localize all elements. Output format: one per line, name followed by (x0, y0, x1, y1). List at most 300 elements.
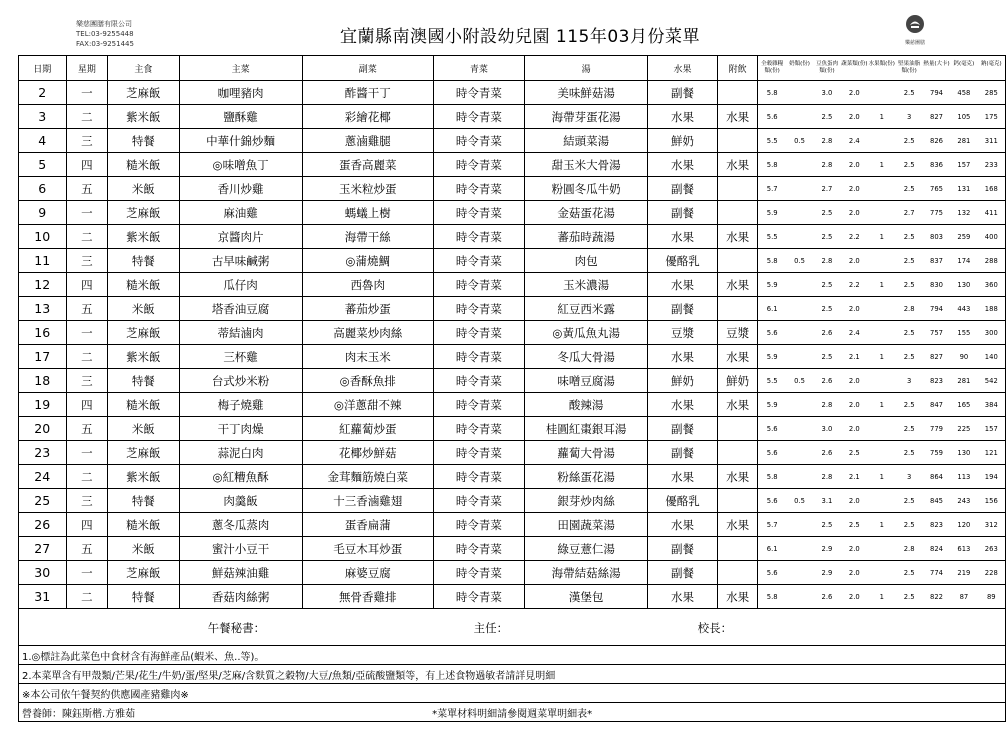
nutrition-value: 3 (906, 472, 912, 481)
cell-nutrition (758, 297, 1006, 321)
nutrition-value: 0.5 (794, 256, 805, 265)
nutrition-value: 5.6 (766, 568, 778, 577)
cell-fruit: 水果 (648, 273, 717, 297)
nutrition-value: 759 (930, 448, 943, 457)
cell-extra (717, 129, 758, 153)
nutrition-value: 1 (879, 352, 884, 361)
nutrition-value (868, 425, 895, 433)
cell-soup: 金菇蛋花湯 (525, 201, 648, 225)
nutrition-value: 2.7 (821, 184, 833, 193)
cell-staple: 芝麻飯 (108, 201, 179, 225)
company-logo (902, 14, 928, 50)
cell-main-dish: ◎紅糟魚酥 (179, 465, 302, 489)
cell-side-dish: ◎蒲燒鯛 (302, 249, 433, 273)
cell-date: 31 (19, 585, 67, 609)
nutrition-value: 3.1 (821, 496, 833, 505)
nutrition-value: 243 (957, 496, 971, 505)
cell-nutrition (758, 201, 1006, 225)
cell-side-dish: ◎洋蔥甜不辣 (302, 393, 433, 417)
nutrition-value: 130 (957, 448, 971, 457)
nutrition-value: 155 (957, 328, 971, 337)
cell-main-dish: 干丁肉燥 (179, 417, 302, 441)
cell-extra (717, 201, 758, 225)
cell-staple: 米飯 (108, 177, 179, 201)
cell-extra (717, 561, 758, 585)
cell-weekday: 一 (66, 561, 108, 585)
nutrition-value (868, 545, 895, 553)
cell-nutrition (758, 441, 1006, 465)
cell-nutrition (758, 489, 1006, 513)
nutrition-value: 2.0 (848, 496, 860, 505)
cell-main-dish: 肉羹飯 (179, 489, 302, 513)
nutrition-value: 281 (957, 136, 971, 145)
menu-row (19, 369, 1006, 393)
cell-extra (717, 441, 758, 465)
cell-side-dish: 紅蘿蔔炒蛋 (302, 417, 433, 441)
note-allergen: 2.本菜單含有甲殼類/芒果/花生/牛奶/蛋/堅果/芝麻/含麩質之穀物/大豆/魚類/亞硫酸鹽類等，有上述食物過敏者請詳見明細 (19, 665, 1006, 684)
cell-weekday: 三 (66, 369, 108, 393)
director-signature: 主任： (473, 621, 509, 635)
menu-row (19, 513, 1006, 537)
nutrition-value: 2.4 (848, 136, 860, 145)
cell-date: 9 (19, 201, 67, 225)
menu-row (19, 465, 1006, 489)
cell-vegetable: 時令青菜 (433, 105, 524, 129)
nutrition-value: 2.2 (848, 280, 860, 289)
cell-staple: 糙米飯 (108, 393, 179, 417)
nutrition-value (786, 113, 813, 121)
nutrition-value: 5.9 (766, 400, 778, 409)
nutrition-value: 188 (984, 304, 998, 313)
nutrition-value: 836 (930, 160, 943, 169)
cell-weekday: 三 (66, 489, 108, 513)
header-extra: 附飲 (717, 56, 758, 81)
menu-row (19, 561, 1006, 585)
cell-side-dish: 蛋香高麗菜 (302, 153, 433, 177)
cell-side-dish: 肉末玉米 (302, 345, 433, 369)
cell-staple: 芝麻飯 (108, 81, 179, 105)
cell-soup: 蕃茄時蔬湯 (525, 225, 648, 249)
cell-nutrition (758, 81, 1006, 105)
nutrition-value: 2.1 (848, 352, 860, 361)
nutrition-value: 2.8 (821, 400, 833, 409)
cell-extra (717, 417, 758, 441)
nutrition-value: 132 (957, 208, 971, 217)
cell-soup: 蘿蔔大骨湯 (525, 441, 648, 465)
cell-vegetable: 時令青菜 (433, 489, 524, 513)
cell-date: 13 (19, 297, 67, 321)
nutrition-header-row (758, 61, 1005, 75)
nutrition-value (786, 233, 813, 241)
nutrition-value: 2.5 (848, 520, 860, 529)
nutrition-value: 2.5 (903, 280, 915, 289)
nutrition-header-3: 蔬菜類(份) (841, 61, 868, 67)
nutrition-value: 2.8 (821, 160, 833, 169)
cell-staple: 紫米飯 (108, 345, 179, 369)
cell-fruit: 副餐 (648, 201, 717, 225)
nutrition-value: 5.8 (766, 592, 778, 601)
nutrition-value: 5.8 (766, 256, 778, 265)
cell-side-dish: 彩繪花椰 (302, 105, 433, 129)
nutrition-value: 0.5 (794, 136, 805, 145)
company-fax: FAX:03-9251445 (76, 40, 134, 48)
cell-fruit: 水果 (648, 513, 717, 537)
nutrition-value: 87 (959, 592, 969, 601)
nutrition-value: 2.8 (821, 256, 833, 265)
cell-soup: 海帶結菇絲湯 (525, 561, 648, 585)
nutrition-value: 140 (984, 352, 998, 361)
nutrition-value: 2.6 (821, 328, 833, 337)
nutrition-value: 2.5 (903, 592, 915, 601)
cell-soup: 田園蔬菜湯 (525, 513, 648, 537)
cell-date: 16 (19, 321, 67, 345)
cell-date: 3 (19, 105, 67, 129)
nutrition-value: 822 (930, 592, 943, 601)
cell-side-dish: 玉米粒炒蛋 (302, 177, 433, 201)
nutrition-value: 5.9 (766, 280, 778, 289)
nutrition-value: 823 (930, 520, 943, 529)
nutrition-value (868, 305, 895, 313)
cell-weekday: 一 (66, 321, 108, 345)
header-date: 日期 (19, 56, 67, 81)
nutrition-value: 6.1 (766, 304, 778, 313)
cell-side-dish: 蔥滷雞腿 (302, 129, 433, 153)
nutrition-value: 2.5 (848, 448, 860, 457)
cell-nutrition (758, 153, 1006, 177)
nutrition-value: 5.9 (766, 208, 778, 217)
cell-extra (717, 489, 758, 513)
cell-nutrition (758, 561, 1006, 585)
cell-nutrition (758, 129, 1006, 153)
nutrition-value: 2.0 (848, 160, 860, 169)
cell-main-dish: 蔥冬瓜蒸肉 (179, 513, 302, 537)
nutrition-value (868, 497, 895, 505)
cell-fruit: 豆漿 (648, 321, 717, 345)
nutrition-value: 2.0 (848, 304, 860, 313)
cell-date: 27 (19, 537, 67, 561)
nutrition-value: 1 (879, 232, 884, 241)
nutrition-value: 2.5 (821, 304, 833, 313)
nutrition-value (868, 185, 895, 193)
nutrition-value: 845 (930, 496, 943, 505)
cell-vegetable: 時令青菜 (433, 465, 524, 489)
cell-main-dish: 中華什錦炒麵 (179, 129, 302, 153)
cell-date: 11 (19, 249, 67, 273)
nutrition-value: 2.5 (821, 352, 833, 361)
nutrition-value: 803 (930, 232, 943, 241)
note-meat: ※本公司依午餐契約供應國產豬雞肉※ (19, 684, 1006, 703)
company-tel: TEL:03-9255448 (76, 30, 134, 38)
nutrition-value (868, 89, 895, 97)
principal-signature: 校長： (697, 621, 733, 635)
cell-fruit: 副餐 (648, 177, 717, 201)
cell-fruit: 副餐 (648, 441, 717, 465)
menu-row (19, 441, 1006, 465)
nutrition-value: 5.6 (766, 424, 778, 433)
nutrition-value: 823 (930, 376, 943, 385)
header-nutrition (758, 56, 1006, 81)
nutrition-value: 1 (879, 472, 884, 481)
header-staple: 主食 (108, 56, 179, 81)
cell-fruit: 水果 (648, 393, 717, 417)
cell-weekday: 五 (66, 177, 108, 201)
nutrition-header-1: 奶類(份) (789, 61, 810, 67)
nutrition-value: 281 (957, 376, 971, 385)
cell-fruit: 鮮奶 (648, 129, 717, 153)
cell-extra: 水果 (717, 345, 758, 369)
nutrition-value: 2.5 (903, 448, 915, 457)
cell-extra: 水果 (717, 273, 758, 297)
menu-row (19, 177, 1006, 201)
cell-weekday: 四 (66, 513, 108, 537)
cell-vegetable: 時令青菜 (433, 537, 524, 561)
cell-soup: 粉絲蛋花湯 (525, 465, 648, 489)
cell-side-dish: 麻婆豆腐 (302, 561, 433, 585)
secretary-signature: 午餐秘書： (207, 621, 266, 635)
cell-weekday: 二 (66, 465, 108, 489)
cell-staple: 紫米飯 (108, 465, 179, 489)
nutrition-value: 2.0 (848, 184, 860, 193)
cell-vegetable: 時令青菜 (433, 177, 524, 201)
nutrition-value: 311 (984, 136, 998, 145)
cell-date: 19 (19, 393, 67, 417)
nutrition-value (868, 377, 895, 385)
cell-main-dish: 咖哩豬肉 (179, 81, 302, 105)
cell-weekday: 一 (66, 81, 108, 105)
nutrition-value: 300 (984, 328, 998, 337)
cell-soup: 粉圓冬瓜牛奶 (525, 177, 648, 201)
cell-main-dish: 香川炒雞 (179, 177, 302, 201)
footer-note: *菜單材料明細請參閱週菜單明細表* (302, 703, 1005, 722)
nutrition-value: 288 (984, 256, 998, 265)
nutrition-value: 2.6 (821, 448, 833, 457)
nutrition-value: 2.1 (848, 472, 860, 481)
cell-main-dish: 京醬肉片 (179, 225, 302, 249)
cell-side-dish: 螞蟻上樹 (302, 201, 433, 225)
cell-side-dish: 十三香滷雞翅 (302, 489, 433, 513)
nutrition-value (786, 89, 813, 97)
nutrition-value: 2.5 (821, 208, 833, 217)
nutrition-value: 2.5 (903, 88, 915, 97)
nutrition-value: 2.8 (821, 472, 833, 481)
cell-fruit: 副餐 (648, 81, 717, 105)
nutrition-value: 1 (879, 400, 884, 409)
cell-date: 23 (19, 441, 67, 465)
nutrition-value: 613 (957, 544, 971, 553)
note-seafood: 1.◎標註為此菜色中食材含有海鮮產品(蝦米、魚..等)。 (19, 646, 1006, 665)
cell-fruit: 水果 (648, 585, 717, 609)
nutrition-value: 5.6 (766, 496, 778, 505)
cell-weekday: 五 (66, 417, 108, 441)
cell-soup: 漢堡包 (525, 585, 648, 609)
nutrition-value (786, 449, 813, 457)
cell-nutrition (758, 417, 1006, 441)
nutrition-value (868, 569, 895, 577)
note-row-3 (19, 684, 1006, 703)
cell-side-dish: ◎香酥魚排 (302, 369, 433, 393)
nutrition-value: 2.5 (903, 232, 915, 241)
nutrition-value: 5.6 (766, 328, 778, 337)
nutrition-value: 5.8 (766, 160, 778, 169)
nutrition-value: 105 (957, 112, 971, 121)
cell-main-dish: ◎味噌魚丁 (179, 153, 302, 177)
cell-staple: 紫米飯 (108, 225, 179, 249)
cell-vegetable: 時令青菜 (433, 81, 524, 105)
cell-nutrition (758, 321, 1006, 345)
cell-staple: 特餐 (108, 129, 179, 153)
nutritionist: 營養師：陳鈺斯楷.方雅茹 (19, 703, 303, 722)
page-title: 宜蘭縣南澳國小附設幼兒園 115年03月份菜單 (340, 27, 700, 47)
header-weekday: 星期 (66, 56, 108, 81)
header-row (19, 56, 1006, 81)
cell-fruit: 副餐 (648, 561, 717, 585)
nutrition-value (786, 473, 813, 481)
cell-vegetable: 時令青菜 (433, 417, 524, 441)
cell-date: 6 (19, 177, 67, 201)
cell-fruit: 鮮奶 (648, 369, 717, 393)
nutrition-value: 1 (879, 112, 884, 121)
menu-row (19, 105, 1006, 129)
nutrition-value: 847 (930, 400, 943, 409)
cell-staple: 芝麻飯 (108, 321, 179, 345)
cell-extra: 水果 (717, 105, 758, 129)
cell-extra (717, 177, 758, 201)
nutrition-value: 5.5 (766, 136, 778, 145)
cell-vegetable: 時令青菜 (433, 201, 524, 225)
cell-main-dish: 蒜泥白肉 (179, 441, 302, 465)
nutrition-value: 2.8 (903, 544, 915, 553)
nutrition-value: 2.5 (903, 496, 915, 505)
menu-row (19, 489, 1006, 513)
cell-extra: 水果 (717, 465, 758, 489)
nutrition-value: 194 (984, 472, 998, 481)
cell-vegetable: 時令青菜 (433, 225, 524, 249)
nutrition-value: 174 (957, 256, 971, 265)
cell-staple: 米飯 (108, 417, 179, 441)
nutrition-value: 400 (984, 232, 998, 241)
logo-text: 樂慈團膳 (904, 40, 925, 46)
menu-row (19, 585, 1006, 609)
cell-vegetable: 時令青菜 (433, 273, 524, 297)
cell-side-dish: 高麗菜炒肉絲 (302, 321, 433, 345)
nutrition-value: 2.0 (848, 400, 860, 409)
nutrition-value: 2.0 (848, 208, 860, 217)
nutrition-value: 2.6 (821, 376, 833, 385)
cell-main-dish: 塔香油豆腐 (179, 297, 302, 321)
cell-vegetable: 時令青菜 (433, 441, 524, 465)
nutrition-value (786, 161, 813, 169)
nutrition-value: 794 (930, 304, 943, 313)
cell-staple: 糙米飯 (108, 513, 179, 537)
cell-main-dish: 鹽酥雞 (179, 105, 302, 129)
signature-row (19, 609, 1006, 646)
cell-date: 24 (19, 465, 67, 489)
nutrition-value: 826 (930, 136, 943, 145)
cell-main-dish: 蜜汁小豆干 (179, 537, 302, 561)
cell-staple: 特餐 (108, 369, 179, 393)
nutrition-value: 285 (984, 88, 998, 97)
nutrition-value (786, 353, 813, 361)
cell-date: 26 (19, 513, 67, 537)
nutrition-value: 2.5 (903, 520, 915, 529)
cell-soup: 玉米濃湯 (525, 273, 648, 297)
cell-weekday: 二 (66, 225, 108, 249)
menu-row (19, 81, 1006, 105)
nutrition-value (786, 545, 813, 553)
cell-fruit: 水果 (648, 465, 717, 489)
nutrition-header-4: 水果類(份) (868, 61, 895, 67)
cell-weekday: 二 (66, 105, 108, 129)
cell-main-dish: 三杯雞 (179, 345, 302, 369)
note-row-2 (19, 665, 1006, 684)
cell-soup: ◎黃瓜魚丸湯 (525, 321, 648, 345)
nutrition-value: 89 (986, 592, 996, 601)
nutrition-value: 2.2 (848, 232, 860, 241)
cell-extra: 水果 (717, 513, 758, 537)
cell-side-dish: 酢醬干丁 (302, 81, 433, 105)
nutrition-value: 2.8 (821, 136, 833, 145)
note-row-4 (19, 703, 1006, 722)
header-main: 主菜 (179, 56, 302, 81)
cell-date: 12 (19, 273, 67, 297)
nutrition-value (786, 593, 813, 601)
cell-extra: 水果 (717, 585, 758, 609)
cell-vegetable: 時令青菜 (433, 513, 524, 537)
menu-row (19, 297, 1006, 321)
nutrition-value: 360 (984, 280, 998, 289)
nutrition-value: 2.8 (903, 304, 915, 313)
nutrition-value: 2.0 (848, 544, 860, 553)
cell-nutrition (758, 393, 1006, 417)
cell-date: 2 (19, 81, 67, 105)
nutrition-value: 131 (957, 184, 971, 193)
nutrition-value: 1 (879, 592, 884, 601)
cell-date: 5 (19, 153, 67, 177)
cell-extra (717, 537, 758, 561)
cell-fruit: 水果 (648, 225, 717, 249)
cell-fruit: 副餐 (648, 297, 717, 321)
cell-date: 4 (19, 129, 67, 153)
nutrition-value: 1 (879, 280, 884, 289)
nutrition-value: 3.0 (821, 88, 833, 97)
nutrition-value (868, 449, 895, 457)
nutrition-value: 5.5 (766, 232, 778, 241)
cell-staple: 糙米飯 (108, 153, 179, 177)
cell-main-dish: 鮮菇辣油雞 (179, 561, 302, 585)
note-row-1 (19, 646, 1006, 665)
cell-main-dish: 古早味鹹粥 (179, 249, 302, 273)
cell-main-dish: 麻油雞 (179, 201, 302, 225)
nutrition-value: 2.0 (848, 256, 860, 265)
cell-nutrition (758, 513, 1006, 537)
nutrition-value: 5.8 (766, 472, 778, 481)
cell-fruit: 水果 (648, 345, 717, 369)
nutrition-value: 228 (984, 568, 998, 577)
cell-date: 18 (19, 369, 67, 393)
nutrition-value (786, 521, 813, 529)
cell-nutrition (758, 249, 1006, 273)
cell-fruit: 優酪乳 (648, 489, 717, 513)
cell-weekday: 三 (66, 129, 108, 153)
cell-staple: 糙米飯 (108, 273, 179, 297)
nutrition-value: 165 (957, 400, 971, 409)
nutrition-value: 233 (984, 160, 998, 169)
nutrition-value: 3.0 (821, 424, 833, 433)
nutrition-value: 864 (930, 472, 943, 481)
nutrition-value: 157 (957, 160, 971, 169)
nutrition-value (868, 257, 895, 265)
nutrition-value (786, 305, 813, 313)
